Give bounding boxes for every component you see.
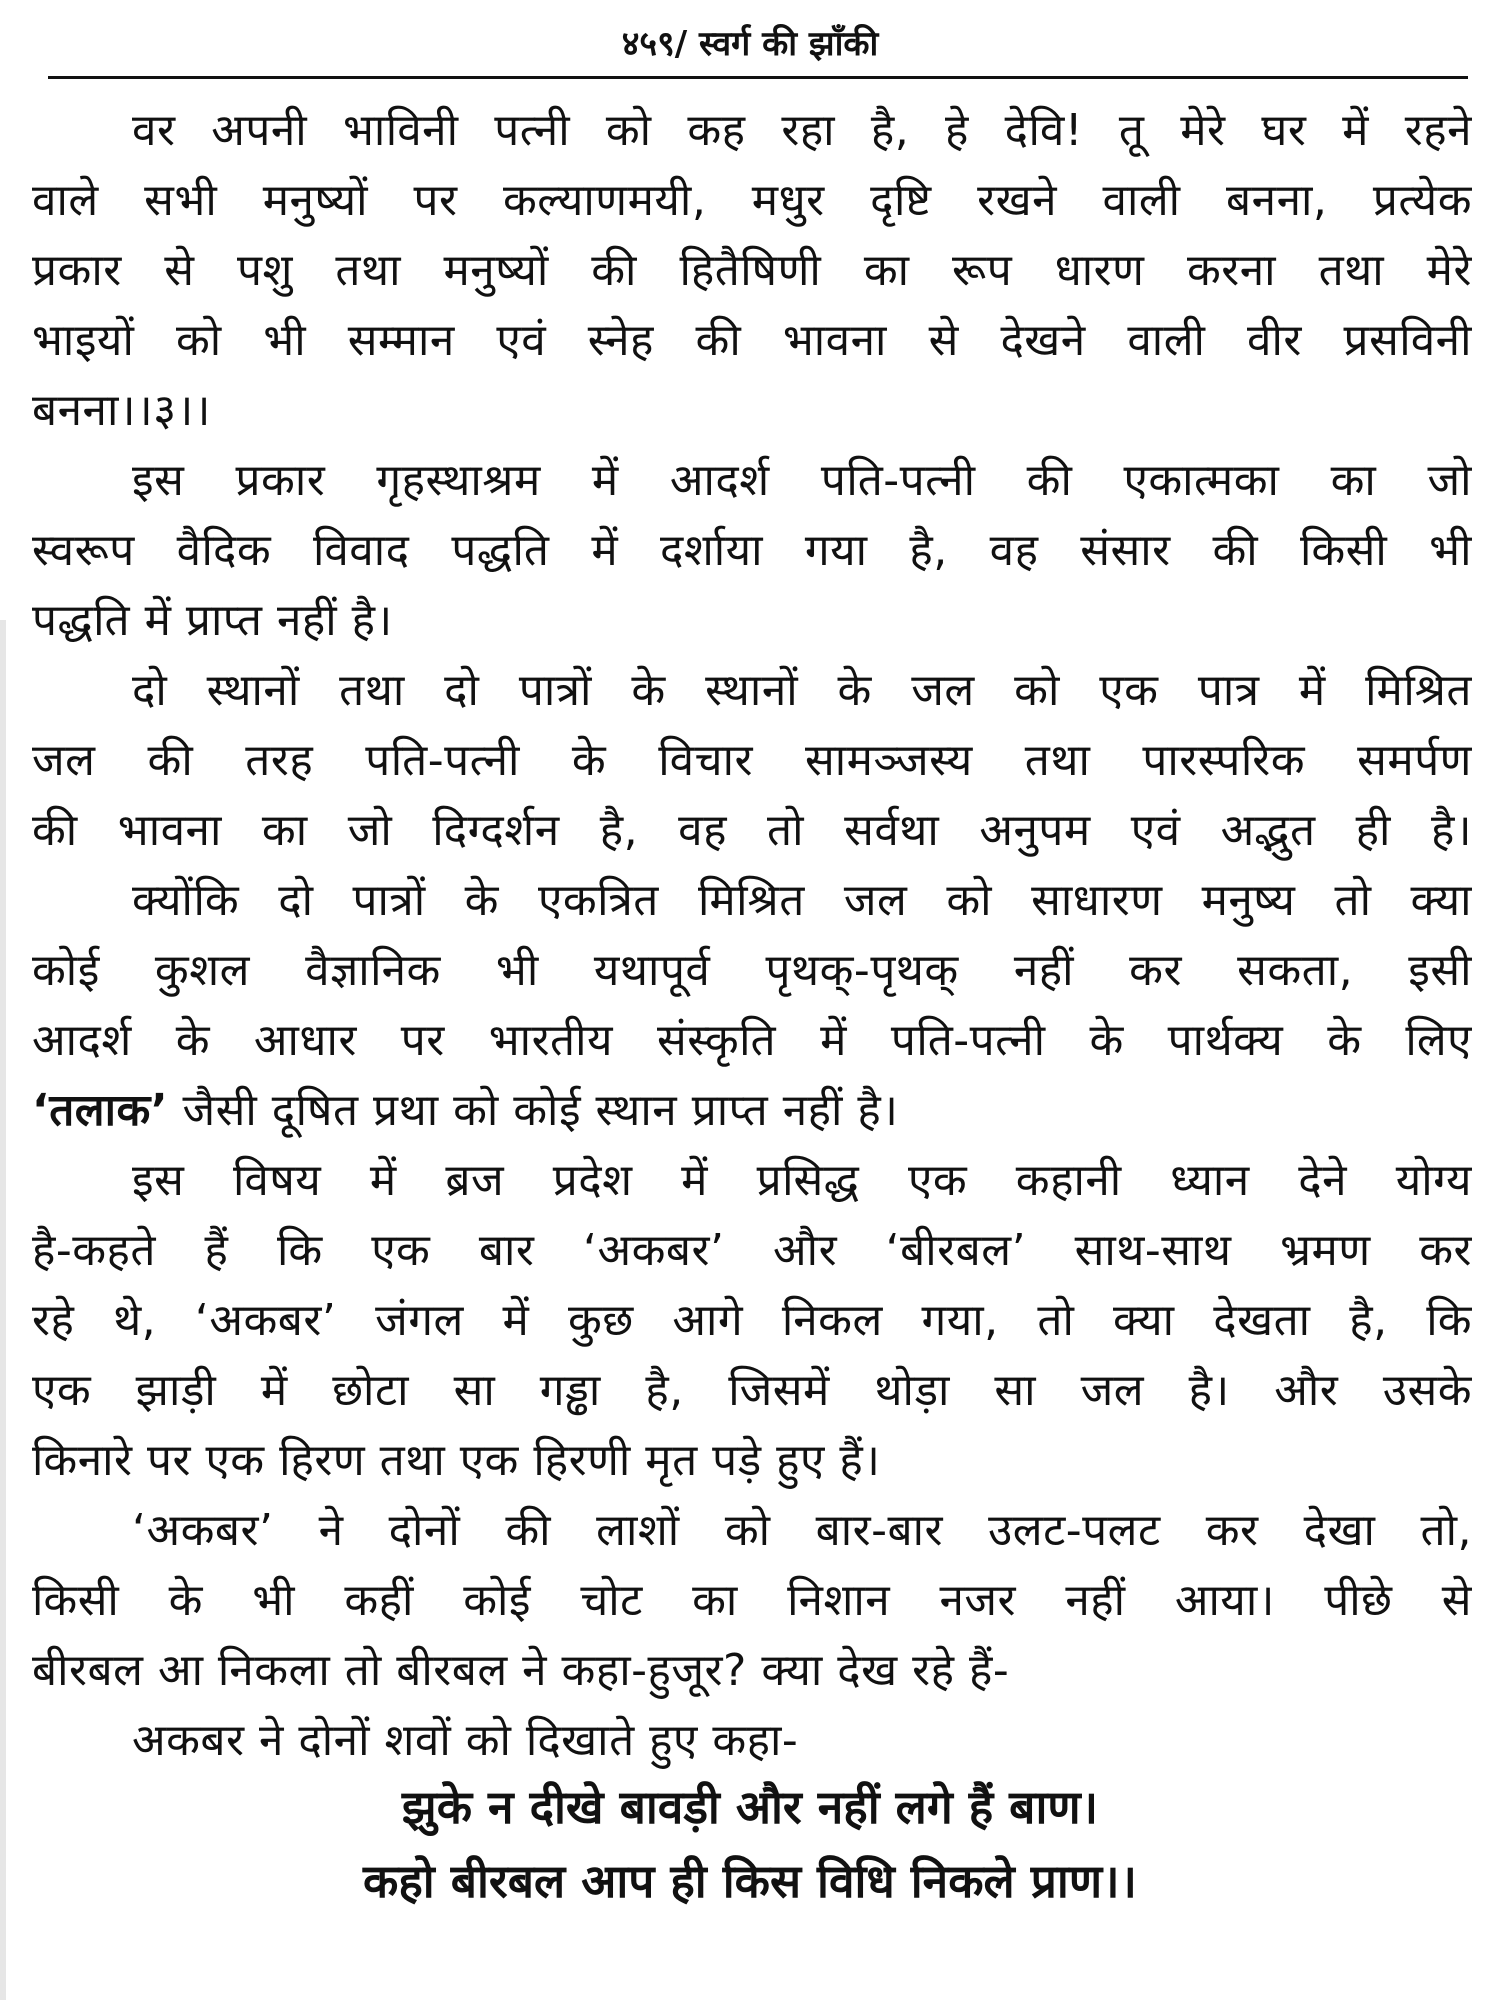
text-line: वर अपनी भाविनी पत्नी को कह रहा है, हे देवि! तू मेरे घर में रहने <box>132 105 1472 156</box>
text-line-continuation: जैसी दूषित प्रथा को कोई स्थान प्राप्त नहीं है। <box>168 1085 899 1136</box>
text-line: स्वरूप वैदिक विवाद पद्धति में दर्शाया गया है, वह संसार की किसी भी <box>32 525 1472 576</box>
text-line: किसी के भी कहीं कोई चोट का निशान नजर नहीं आया। पीछे से <box>32 1575 1472 1626</box>
page-header-title: ४५९/ स्वर्ग की झाँकी <box>621 24 879 64</box>
bold-term-talaq: ‘तलाक’ <box>32 1085 169 1136</box>
text-line <box>32 1076 1472 1146</box>
text-line: पद्धति में प्राप्त नहीं है। <box>32 595 393 646</box>
text-line: प्रकार से पशु तथा मनुष्यों की हितैषिणी का रूप धारण करना तथा मेरे <box>32 245 1472 296</box>
text-line: बनना।।३।। <box>32 385 211 436</box>
verse-couplet <box>0 1770 1500 1918</box>
text-line: बीरबल आ निकला तो बीरबल ने कहा-हुजूर? क्या देख रहे हैं- <box>32 1645 1010 1696</box>
text-line: की भावना का जो दिग्दर्शन है, वह तो सर्वथा अनुपम एवं अद्भुत ही है। <box>32 805 1472 856</box>
text-line: किनारे पर एक हिरण तथा एक हिरणी मृत पड़े हुए हैं। <box>32 1435 881 1486</box>
verse-line-2: कहो बीरबल आप ही किस विधि निकले प्राण।। <box>363 1854 1137 1908</box>
verse-line-1: झुके न दीखे बावड़ी और नहीं लगे हैं बाण। <box>401 1780 1099 1834</box>
text-line: अकबर ने दोनों शवों को दिखाते हुए कहा- <box>132 1715 799 1766</box>
body-text <box>32 96 1472 1776</box>
text-line: भाइयों को भी सम्मान एवं स्नेह की भावना से देखने वाली वीर प्रसविनी <box>32 315 1472 366</box>
text-line: आदर्श के आधार पर भारतीय संस्कृति में पति-पत्नी के पार्थक्य के लिए <box>32 1015 1472 1066</box>
text-line: दो स्थानों तथा दो पात्रों के स्थानों के जल को एक पात्र में मिश्रित <box>132 665 1472 716</box>
text-line: क्योंकि दो पात्रों के एकत्रित मिश्रित जल को साधारण मनुष्य तो क्या <box>132 875 1472 926</box>
text-line: है-कहते हैं कि एक बार ‘अकबर’ और ‘बीरबल’ साथ-साथ भ्रमण कर <box>32 1225 1472 1276</box>
text-line: इस विषय में ब्रज प्रदेश में प्रसिद्ध एक कहानी ध्यान देने योग्य <box>132 1155 1472 1206</box>
text-line: कोई कुशल वैज्ञानिक भी यथापूर्व पृथक्-पृथक् नहीं कर सकता, इसी <box>32 945 1472 996</box>
text-line: ‘अकबर’ ने दोनों की लाशों को बार-बार उलट-पलट कर देखा तो, <box>132 1505 1472 1556</box>
header-divider <box>48 76 1468 79</box>
text-line: वाले सभी मनुष्यों पर कल्याणमयी, मधुर दृष्टि रखने वाली बनना, प्रत्येक <box>32 175 1472 226</box>
text-line: रहे थे, ‘अकबर’ जंगल में कुछ आगे निकल गया, तो क्या देखता है, कि <box>32 1295 1472 1346</box>
text-line: जल की तरह पति-पत्नी के विचार सामञ्जस्य तथा पारस्परिक समर्पण <box>32 735 1472 786</box>
text-line: इस प्रकार गृहस्थाश्रम में आदर्श पति-पत्नी की एकात्मका का जो <box>132 455 1472 506</box>
text-line: एक झाड़ी में छोटा सा गड्ढा है, जिसमें थोड़ा सा जल है। और उसके <box>32 1365 1472 1416</box>
